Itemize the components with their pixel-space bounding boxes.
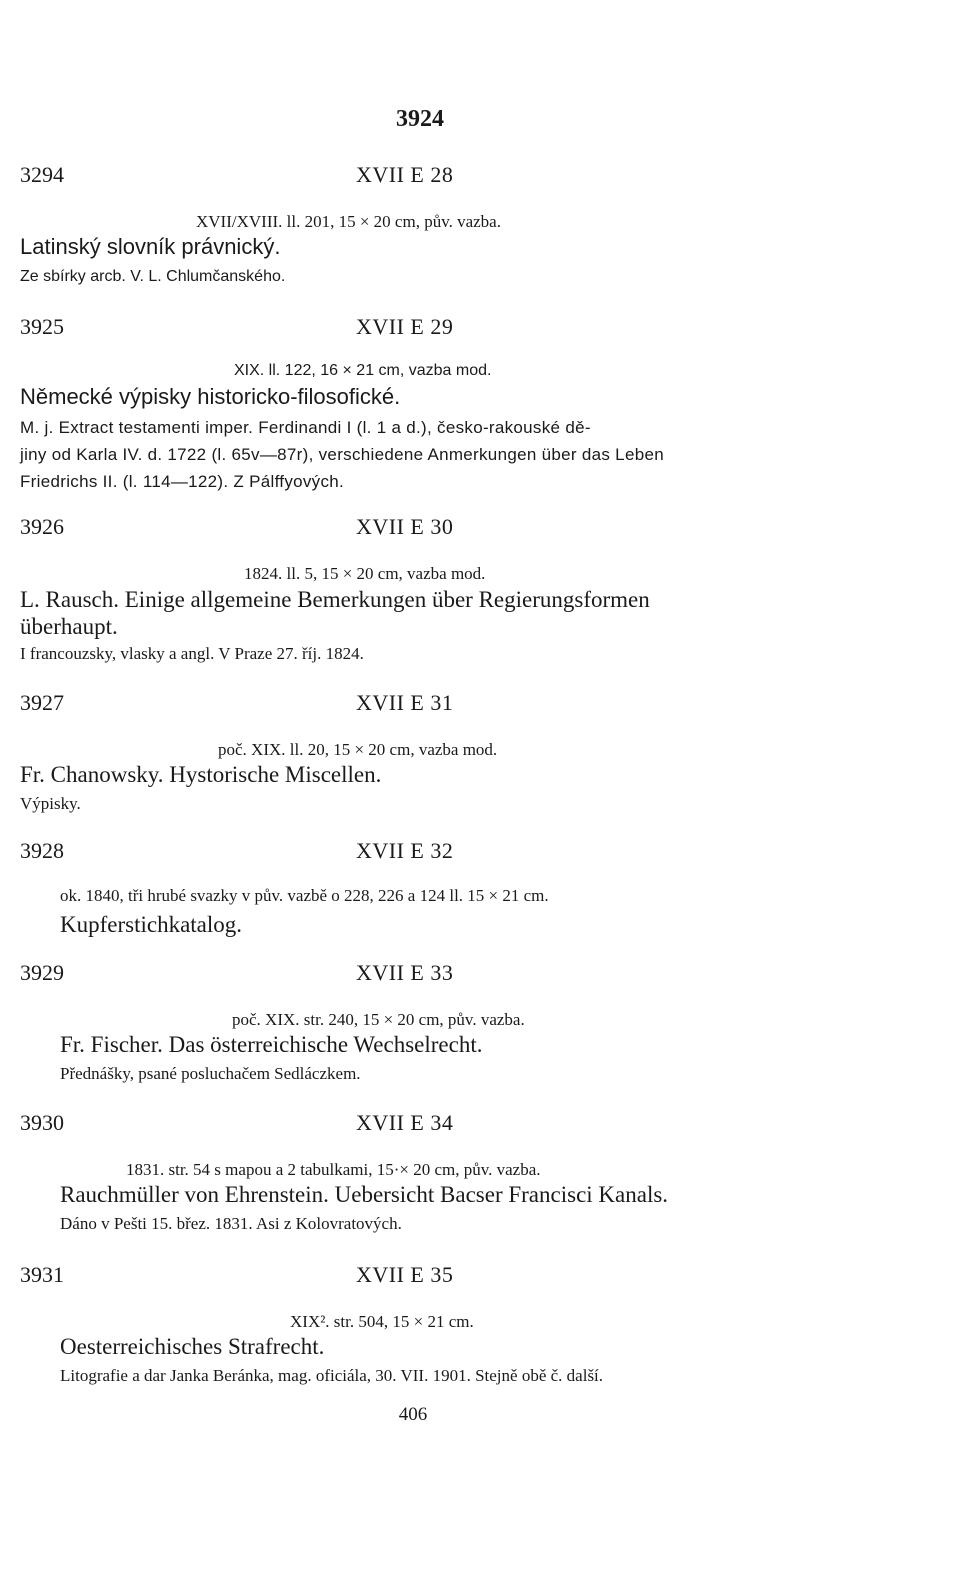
entry-note: Výpisky. [20, 794, 81, 813]
entry-number: 3931 [20, 1262, 64, 1287]
entry-meta: ok. 1840, tři hrubé svazky v pův. vazbě o 228, 226 a 124 ll. 15 × 21 cm. [60, 886, 549, 905]
entry-note: Ze sbírky arcb. V. L. Chlumčanského. [20, 268, 286, 285]
entry-note: Litografie a dar Janka Beránka, mag. oficiála, 30. VII. 1901. Stejně obě č. další. [60, 1366, 604, 1385]
entry-meta: 1824. ll. 5, 15 × 20 cm, vazba mod. [244, 564, 486, 583]
description-line: jiny od Karla IV. d. 1722 (l. 65v—87r), verschiedene Anmerkungen über das Leben [20, 445, 664, 464]
entry-title: Rauchmüller von Ehrenstein. Uebersicht Bacser Francisci Kanals. [60, 1182, 669, 1207]
entry-meta: XIX². str. 504, 15 × 21 cm. [290, 1312, 474, 1331]
title-line: überhaupt. [20, 614, 118, 639]
description-line: M. j. Extract testamenti imper. Ferdinandi I (l. 1 a d.), česko-rakouské dě- [20, 418, 591, 437]
entry-number: 3930 [20, 1110, 64, 1135]
entry-signature: XVII E 31 [356, 690, 454, 715]
entry-meta: XIX. ll. 122, 16 × 21 cm, vazba mod. [234, 362, 492, 379]
entry-signature: XVII E 28 [356, 162, 454, 187]
entry-number: 3925 [20, 314, 64, 339]
entry-title: Fr. Fischer. Das österreichische Wechselrecht. [60, 1032, 483, 1057]
entry-description [20, 414, 810, 495]
entry-number: 3927 [20, 690, 64, 715]
entry-title: Fr. Chanowsky. Hystorische Miscellen. [20, 762, 382, 787]
entry-signature: XVII E 29 [356, 314, 454, 339]
entry-title: Latinský slovník právnický. [20, 234, 281, 259]
entry-meta: 1831. str. 54 s mapou a 2 tabulkami, 15·× 20 cm, pův. vazba. [126, 1160, 541, 1179]
entry-note: I francouzsky, vlasky a angl. V Praze 27. říj. 1824. [20, 644, 364, 663]
entry-signature: XVII E 33 [356, 960, 454, 985]
page-footer-number: 406 [398, 1404, 428, 1425]
page-header-number: 3924 [396, 106, 444, 132]
description-line: Friedrichs II. (l. 114—122). Z Pálffyových. [20, 472, 345, 491]
entry-meta: poč. XIX. str. 240, 15 × 20 cm, pův. vazba. [232, 1010, 525, 1029]
entry-title: Německé výpisky historicko-filosofické. [20, 384, 401, 409]
entry-title: Oesterreichisches Strafrecht. [60, 1334, 325, 1359]
title-line: L. Rausch. Einige allgemeine Bemerkungen über Regierungsformen [20, 587, 650, 612]
entry-number: 3294 [20, 162, 64, 187]
entry-title: Kupferstichkatalog. [60, 912, 243, 937]
entry-meta: XVII/XVIII. ll. 201, 15 × 20 cm, pův. vazba. [196, 212, 501, 231]
entry-signature: XVII E 30 [356, 514, 454, 539]
entry-note: Přednášky, psané posluchačem Sedláczkem. [60, 1064, 361, 1083]
entry-signature: XVII E 34 [356, 1110, 454, 1135]
entry-meta: poč. XIX. ll. 20, 15 × 20 cm, vazba mod. [218, 740, 498, 759]
entry-signature: XVII E 32 [356, 838, 454, 863]
entry-number: 3926 [20, 514, 64, 539]
entry-signature: XVII E 35 [356, 1262, 454, 1287]
entry-title [20, 586, 820, 640]
entry-note: Dáno v Pešti 15. břez. 1831. Asi z Kolovratových. [60, 1214, 402, 1233]
entry-number: 3929 [20, 960, 64, 985]
entry-number: 3928 [20, 838, 64, 863]
